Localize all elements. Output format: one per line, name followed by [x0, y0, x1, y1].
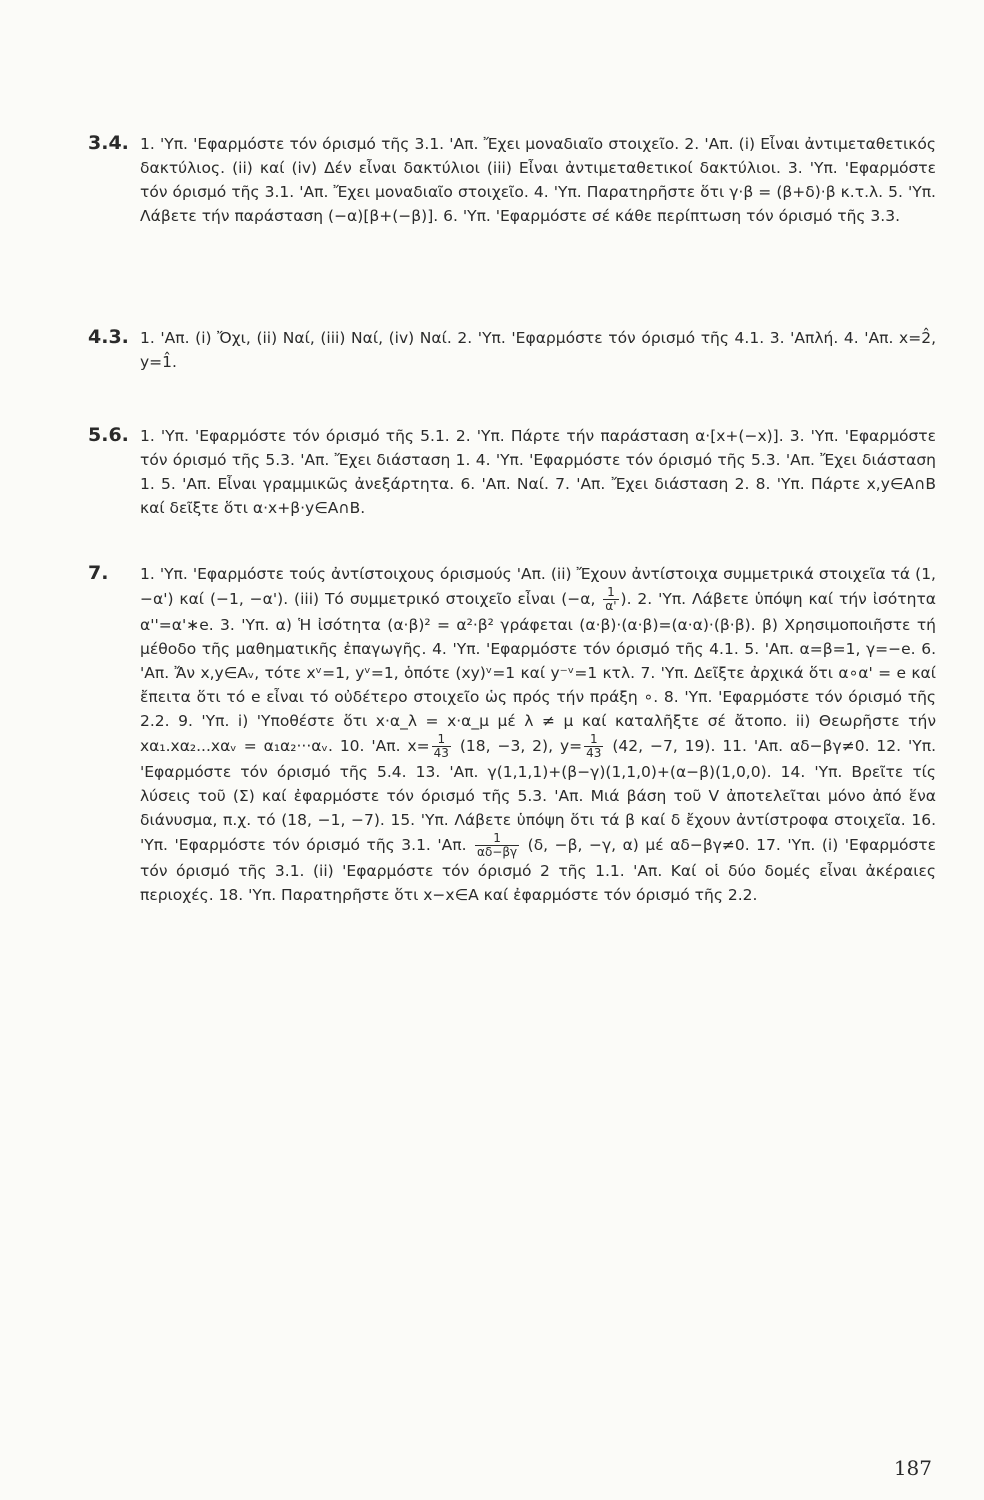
section-number: 4.3. [88, 326, 129, 348]
section-number: 5.6. [88, 424, 129, 446]
fraction-denominator: α' [605, 599, 617, 613]
text-part-a-end: ). [620, 590, 632, 608]
fraction-numerator: 1 [603, 586, 618, 600]
section-text: 1. 'Υπ. 'Εφαρμόστε τόν όρισμό τῆς 5.1. 2. 'Υπ. Πάρτε τήν παράσταση α·[x+(−x)]. 3. 'Υπ. 'Εφαρμόστε τόν όρισμό τῆς 5.3. 'Απ. Ἔχει διάσταση 1. 4. 'Υπ. 'Εφαρμόστε τόν όρισμό τῆς 5.3. 'Απ. Ἔχει διάσταση 1. 5. 'Απ. Εἶναι γραμμικῶς ἀνεξάρτητα. 6. 'Απ. Ναί. 7. 'Απ. Ἔχει διάσταση 2. 8. 'Υπ. Πάρτε x,y∈A∩B καί δεῖξτε ὅτι α·x+β·y∈A∩B. [140, 427, 936, 517]
section-text: 1. 'Υπ. 'Εφαρμόστε τόν όρισμό τῆς 3.1. 'Απ. Ἔχει μοναδιαῖο στοιχεῖο. 2. 'Απ. (i) Εἶναι ἀντιμεταθετικός δακτύλιος. (ii) καί (iv) Δέν εἶναι δακτύλιοι (iii) Εἶναι ἀντιμεταθετικοί δακτύλιοι. 3. 'Υπ. 'Εφαρμόστε τόν όρισμό τῆς 3.1. 'Απ. Ἔχει μοναδιαῖο στοιχεῖο. 4. 'Υπ. Παρατηρῆστε ὅτι γ·β = (β+δ)·β κ.τ.λ. 5. 'Υπ. Λάβετε τήν παράσταση (−α)[β+(−β)]. 6. 'Υπ. 'Εφαρμόστε σέ κάθε περίπτωση τόν όρισμό τῆς 3.3. [140, 135, 936, 225]
fraction-1-over-determinant [475, 832, 519, 859]
fraction-1-over-43 [432, 733, 451, 760]
text-part-d: (42, −7, 19). 11. 'Απ. αδ−βγ≠0. 12. 'Υπ. 'Εφαρμόστε τόν όρισμό τῆς 5.4. 13. 'Απ. γ(1,1,1)+(β−γ)(1,1,0)+(α−β)(1,0,0). 14. 'Υπ. Βρεῖτε τίς λύσεις τοῦ (Σ) καί ἐφαρμόστε τόν όρισμό τῆς 5.3. 'Απ. Μιά βάση τοῦ V ἀποτελεῖται μόνο ἀπό ἕνα διάνυσμα, π.χ. τό (18, −1, −7). 15. 'Υπ. Λάβετε ὑπόψη ὅτι τά β καί δ ἔχουν ἀντίστροφα στοιχεῖα. 16. 'Υπ. 'Εφαρμόστε τόν όρισμό τῆς 3.1. 'Απ. [140, 737, 936, 854]
text-part-a: 1. 'Υπ. 'Εφαρμόστε τούς ἀντίστοιχους όρισμούς 'Απ. (ii) Ἔχουν ἀντίστοιχα συμμετρικά στοιχεῖα τά (1, −α') καί (−1, −α'). (iii) Τό συμμετρικό στοιχεῖο εἶναι (−α, [140, 565, 936, 608]
fraction-denominator: 43 [433, 746, 449, 760]
text-part-c: (18, −3, 2), y= [452, 737, 583, 755]
text-part-e: (δ, −β, −γ, α) μέ αδ−βγ≠0. 17. 'Υπ. (i) 'Εφαρμόστε τόν όρισμό τῆς 3.1. (ii) 'Εφαρμόστε τόν όρισμό 2 τῆς 1.1. 'Απ. Καί οἱ δύο δομές εἶναι ἀκέραιες περιοχές. 18. 'Υπ. Παρατηρῆστε ὅτι x−x∈A καί ἐφαρμόστε τόν όρισμό τῆς 2.2. [140, 836, 937, 904]
section-number: 7. [88, 562, 109, 584]
section-number: 3.4. [88, 132, 129, 154]
section-text: 1. 'Απ. (i) Ὄχι, (ii) Ναί, (iii) Ναί, (iv) Ναί. 2. 'Υπ. 'Εφαρμόστε τόν όρισμό τῆς 4.1. 3. 'Απλή. 4. 'Απ. x=2̂, y=1̂. [140, 329, 936, 371]
fraction-numerator: 1 [584, 733, 603, 747]
fraction-numerator: 1 [432, 733, 451, 747]
page-number: 187 [893, 1456, 932, 1480]
fraction-1-over-alpha [603, 586, 618, 613]
section-4-3 [88, 326, 936, 374]
text-part-b: 2. 'Υπ. Λάβετε ὑπόψη καί τήν ἰσότητα α''=α'∗e. 3. 'Υπ. α) Ἡ ἰσότητα (α·β)² = α²·β² γράφεται (α·β)·(α·β)=(α·α)·(β·β). β) Χρησιμοποιῆστε τή μέθοδο τῆς μαθηματικῆς ἐπαγωγῆς. 4. 'Υπ. 'Εφαρμόστε τόν όρισμό τῆς 4.1. 5. 'Απ. α=β=1, γ=−e. 6. 'Απ. Ἄν x,y∈Aᵥ, τότε xᵛ=1, yᵛ=1, ὁπότε (xy)ᵛ=1 καί y⁻ᵛ=1 κτλ. 7. 'Υπ. Δεῖξτε ἀρχικά ὅτι α∘α' = e καί ἔπειτα ὅτι τό e εἶναι τό οὐδέτερο στοιχεῖο ὡς πρός τήν πράξη ∘. 8. 'Υπ. 'Εφαρμόστε τόν όρισμό τῆς 2.2. 9. 'Υπ. i) 'Υποθέστε ὅτι x·α_λ = x·α_μ μέ λ ≠ μ καί καταλῆξτε σέ ἄτοπο. ii) Θεωρῆστε τήν xα₁.xα₂...xαᵥ = α₁α₂···αᵥ. 10. 'Απ. x= [140, 590, 936, 755]
fraction-numerator: 1 [475, 832, 519, 846]
section-text [140, 562, 936, 907]
section-7 [88, 562, 936, 907]
fraction-1-over-43 [584, 733, 603, 760]
fraction-denominator: 43 [586, 746, 602, 760]
section-5-6 [88, 424, 936, 520]
fraction-denominator: αδ−βγ [477, 845, 518, 859]
section-3-4 [88, 132, 936, 228]
